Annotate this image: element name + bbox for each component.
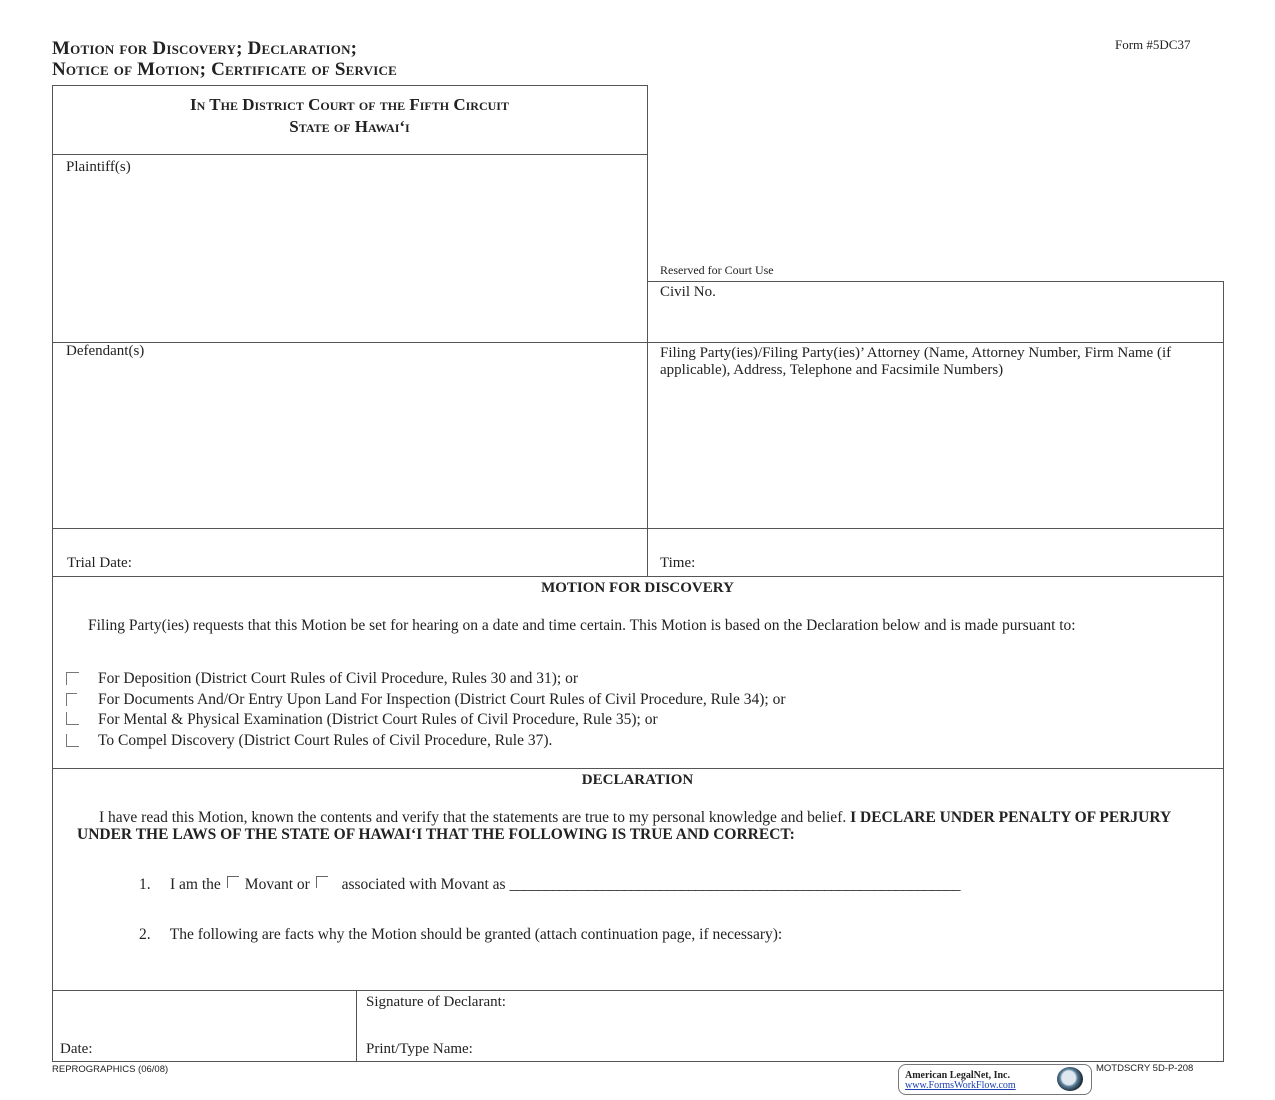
declaration-item-1 xyxy=(139,876,960,893)
item-text: The following are facts why the Motion should be granted (attach continuation page, if necessary): xyxy=(169,926,783,943)
divider xyxy=(52,528,1223,529)
filing-party-field[interactable]: Filing Party(ies)/Filing Party(ies)’ Attorney (Name, Attorney Number, Firm Name (if applicable), Address, Telephone and Facsimile Numbers) xyxy=(660,345,1172,378)
divider xyxy=(52,85,648,86)
signature-field[interactable]: Signature of Declarant: xyxy=(366,994,506,1010)
declaration-heading: DECLARATION xyxy=(581,772,694,788)
court-line-1: In The District Court of the Fifth Circuit xyxy=(190,95,509,114)
motion-heading: MOTION FOR DISCOVERY xyxy=(541,580,734,596)
option-examination: For Mental & Physical Examination (District Court Rules of Civil Procedure, Rule 35); or xyxy=(98,711,658,728)
option-deposition: For Deposition (District Court Rules of Civil Procedure, Rules 30 and 31); or xyxy=(98,670,579,687)
civil-no-field[interactable]: Civil No. xyxy=(660,284,716,300)
title-line-2: Notice of Motion; Certificate of Service xyxy=(52,59,397,80)
defendant-field[interactable]: Defendant(s) xyxy=(66,343,145,359)
divider xyxy=(52,768,1223,769)
plaintiff-field[interactable]: Plaintiff(s) xyxy=(66,159,131,175)
time-field[interactable]: Time: xyxy=(660,555,696,571)
divider xyxy=(647,85,648,576)
court-heading xyxy=(52,94,647,138)
divider xyxy=(52,576,1223,577)
footer-form-code: MOTDSCRY 5D-P-208 xyxy=(1096,1063,1194,1074)
divider xyxy=(52,342,1223,343)
globe-icon xyxy=(1057,1067,1083,1091)
declaration-intro xyxy=(77,809,1207,843)
american-legalnet-logo[interactable] xyxy=(898,1064,1092,1095)
motion-intro: Filing Party(ies) requests that this Motion be set for hearing on a date and time certain. This Motion is based on the Declaration below and is made pursuant to: xyxy=(88,617,1076,634)
footer-reprographics: REPROGRAPHICS (06/08) xyxy=(52,1064,169,1075)
divider xyxy=(647,281,1224,282)
form-title xyxy=(52,38,397,80)
option-documents: For Documents And/Or Entry Upon Land For Inspection (District Court Rules of Civil Procedure, Rule 34); or xyxy=(98,691,786,708)
form-number: Form #5DC37 xyxy=(1115,37,1191,52)
divider xyxy=(356,990,357,1061)
declaration-intro-text: I have read this Motion, known the contents and verify that the statements are true to my personal knowledge and belief. xyxy=(99,809,847,826)
declaration-perjury-text: I DECLARE UNDER PENALTY OF PERJURY UNDER THE LAWS OF THE STATE OF HAWAI‘I THAT THE FOLLOWING IS TRUE AND CORRECT: xyxy=(77,809,1171,843)
divider xyxy=(52,154,648,155)
item-number: 2. xyxy=(139,926,151,943)
checkbox-examination[interactable] xyxy=(66,712,79,725)
logo-name: American LegalNet, Inc. xyxy=(905,1070,1010,1081)
trial-date-field[interactable]: Trial Date: xyxy=(67,555,132,571)
declaration-item-2 xyxy=(139,926,782,943)
divider xyxy=(1223,281,1224,1061)
item-text: associated with Movant as xyxy=(341,876,506,893)
divider xyxy=(52,1061,1224,1062)
checkbox-associated[interactable] xyxy=(316,876,328,888)
date-field[interactable]: Date: xyxy=(60,1041,93,1057)
print-name-field[interactable]: Print/Type Name: xyxy=(366,1041,473,1057)
reserved-label: Reserved for Court Use xyxy=(660,263,774,277)
item-text: I am the xyxy=(170,876,221,893)
association-input[interactable]: _______________________________________________________________ xyxy=(509,876,960,893)
checkbox-movant[interactable] xyxy=(227,876,239,888)
divider xyxy=(52,85,53,1061)
item-number: 1. xyxy=(139,876,151,893)
logo-url[interactable]: www.FormsWorkFlow.com xyxy=(905,1080,1016,1091)
title-line-1: Motion for Discovery; Declaration; xyxy=(52,38,358,59)
checkbox-documents[interactable] xyxy=(66,693,77,706)
option-compel: To Compel Discovery (District Court Rules of Civil Procedure, Rule 37). xyxy=(98,732,553,749)
court-line-2: State of Hawai‘i xyxy=(289,117,410,136)
checkbox-deposition[interactable] xyxy=(66,672,79,685)
item-text: Movant or xyxy=(244,876,310,893)
divider xyxy=(52,990,1223,991)
checkbox-compel[interactable] xyxy=(66,734,79,747)
